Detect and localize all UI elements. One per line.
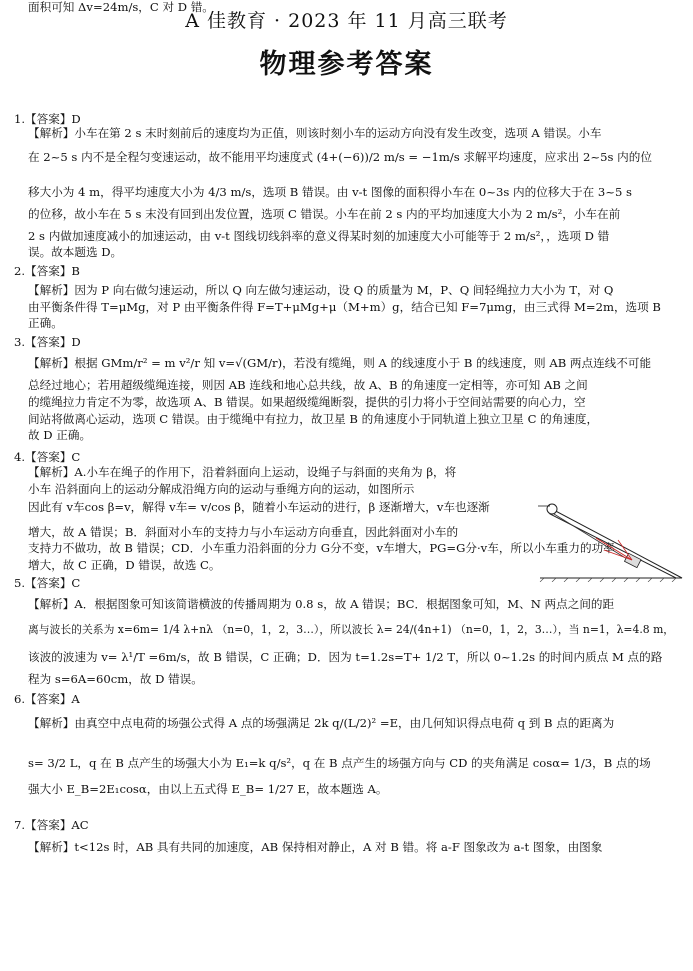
explanation-line: 误。故本题选 D。 bbox=[28, 245, 123, 259]
explanation-line: 故 D 正确。 bbox=[28, 428, 92, 442]
answer-heading: 3.【答案】D bbox=[14, 335, 81, 349]
explanation-line: 的缆绳拉力肯定不为零，故选项 A、B 错误。如果超级缆绳断裂，提供的引力将小于空间站需要的向心力，空 bbox=[28, 395, 586, 409]
explanation-line: 【解析】根据 GMm/r² = m v²/r 知 v=√(GM/r)，若没有缆绳，则 A 的线速度小于 B 的线速度，则 AB 两点连线不可能 bbox=[28, 356, 652, 370]
explanation-line: 增大，故 C 正确，D 错误，故选 C。 bbox=[28, 558, 221, 572]
explanation-line: 由平衡条件得 T=μMg，对 P 由平衡条件得 F=T+μMg+μ（M+m）g，结合已知 F=7μmg，由三式得 M=2m，选项 B bbox=[28, 300, 661, 314]
explanation-line: 离与波长的关系为 x=6m= 1/4 λ+nλ （n=0，1，2，3…），所以波长 λ= 24/(4n+1) （n=0，1，2，3…），当 n=1，λ=4.8 m， bbox=[28, 623, 675, 636]
explanation-line: 正确。 bbox=[28, 316, 63, 330]
explanation-line: 总经过地心；若用超级缆绳连接，则因 AB 连线和地心总共线，故 A、B 的角速度一定相等，亦可知 AB 之间 bbox=[28, 378, 588, 392]
explanation-line: 【解析】A．根据图象可知该简谐横波的传播周期为 0.8 s，故 A 错误；BC．根据图象可知，M、N 两点之间的距 bbox=[28, 597, 615, 611]
explanation-line: 移大小为 4 m，得平均速度大小为 4/3 m/s，选项 B 错误。由 v-t 图像的面积得小车在 0~3s 内的位移大于在 3~5 s bbox=[28, 185, 632, 199]
explanation-line: 【解析】A.小车在绳子的作用下，沿着斜面向上运动，设绳子与斜面的夹角为 β，将 bbox=[28, 465, 457, 479]
explanation-line: 的位移，故小车在 5 s 末没有回到出发位置，选项 C 错误。小车在前 2 s 内的平均加速度大小为 2 m/s²，小车在前 bbox=[28, 207, 621, 221]
explanation-line: 【解析】t<12s 时，AB 具有共同的加速度，AB 保持相对静止，A 对 B 错。将 a-F 图象改为 a-t 图象，由图象 bbox=[28, 840, 603, 854]
explanation-line: 在 2~5 s 内不是全程匀变速运动，故不能用平均速度式 (4+(−6))/2 m/s = −1m/s 求解平均速度，应求出 2~5s 内的位 bbox=[28, 150, 652, 164]
explanation-line: 程为 s=6A=60cm，故 D 错误。 bbox=[28, 672, 203, 686]
explanation-line: 间站将做离心运动，选项 C 错误。由于缆绳中有拉力，故卫星 B 的角速度小于同轨道上独立卫星 C 的角速度， bbox=[28, 412, 599, 426]
page-title: 物理参考答案 bbox=[259, 49, 434, 80]
answer-heading: 7.【答案】AC bbox=[14, 818, 89, 832]
answer-heading: 4.【答案】C bbox=[14, 450, 81, 464]
explanation-line: 【解析】因为 P 向右做匀速运动，所以 Q 向左做匀速运动，设 Q 的质量为 M，P、Q 间轻绳拉力大小为 T，对 Q bbox=[28, 283, 614, 297]
answer-heading: 2.【答案】B bbox=[14, 264, 80, 278]
explanation-line: 面积可知 Δv=24m/s，C 对 D 错。 bbox=[28, 0, 214, 14]
explanation-line: 该波的波速为 v= λ¹/T =6m/s，故 B 错误，C 正确；D．因为 t=1.2s=T+ 1/2 T，所以 0~1.2s 的时间内质点 M 点的路 bbox=[28, 650, 663, 664]
answer-heading: 5.【答案】C bbox=[14, 576, 81, 590]
answer-heading: 1.【答案】D bbox=[14, 112, 81, 126]
explanation-line: s= 3/2 L，q 在 B 点产生的场强大小为 E₁=k q/s²，q 在 B 点产生的场强方向与 CD 的夹角满足 cosα= 1/3，B 点的场 bbox=[28, 756, 651, 770]
explanation-line: 强大小 E_B=2E₁cosα，由以上五式得 E_B= 1/27 E，故本题选 A。 bbox=[28, 782, 388, 796]
explanation-line: 增大，故 A 错误；B．斜面对小车的支持力与小车运动方向垂直，因此斜面对小车的 bbox=[28, 525, 459, 539]
explanation-line: 2 s 内做加速度减小的加速运动，由 v-t 图线切线斜率的意义得某时刻的加速度大小可能等于 2 m/s²，，选项 D 错 bbox=[28, 229, 610, 243]
incline-pulley-figure bbox=[536, 500, 684, 582]
explanation-line: 【解析】由真空中点电荷的场强公式得 A 点的场强满足 2k q/(L/2)² =E，由几何知识得点电荷 q 到 B 点的距离为 bbox=[28, 716, 615, 730]
explanation-line: 因此有 v车cos β=v，解得 v车= v/cos β，随着小车运动的进行，β 逐渐增大，v车也逐渐 bbox=[28, 500, 490, 514]
exam-header: A 佳教育 · 2023 年 11 月高三联考 bbox=[185, 10, 508, 32]
explanation-line: 小车 沿斜面向上的运动分解成沿绳方向的运动与垂绳方向的运动，如图所示 bbox=[28, 482, 415, 496]
explanation-line: 【解析】小车在第 2 s 末时刻前后的速度均为正值，则该时刻小车的运动方向没有发生改变，选项 A 错误。小车 bbox=[28, 126, 602, 140]
explanation-line: 支持力不做功，故 B 错误；CD．小车重力沿斜面的分力 G分不变，v车增大，PG=G分·v车，所以小车重力的功率 bbox=[28, 541, 615, 555]
answer-heading: 6.【答案】A bbox=[14, 692, 80, 706]
